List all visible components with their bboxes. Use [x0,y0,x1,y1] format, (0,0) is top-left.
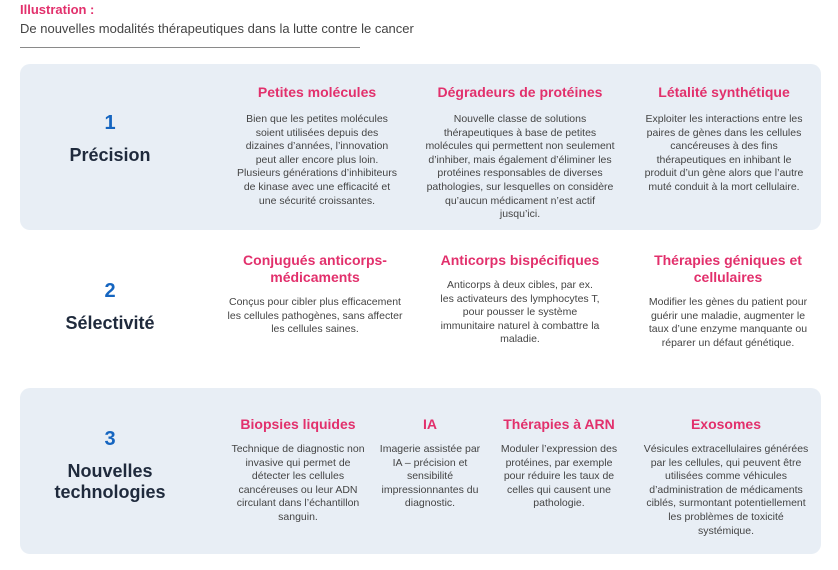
item-biopsies-liquides [228,416,368,525]
item-title: Létalité synthétique [658,84,790,100]
item-description: Exploiter les interactions entre les paires de gènes dans les cellules cancéreuses à des fins thérapeutiques en inhibant le produit d’un gène alors que l’autre muté conduit à la mort cellulaire. [644,113,804,193]
item-title: Anticorps bispécifiques [440,252,600,268]
page-title: De nouvelles modalités thérapeutiques dans la lutte contre le cancer [20,21,414,36]
row-heading [20,112,200,166]
row-selectivite [20,232,821,384]
row-heading [20,428,200,503]
row-number: 1 [104,112,116,134]
item-anticorps-bispecifiques [440,252,600,347]
item-description: Imagerie assistée par IA – précision et sensibilité impressionnantes du diagnostic. [379,443,481,510]
item-description: Bien que les petites molécules soient utilisées depuis des dizaines d’années, l’innovation peut aller encore plus loin. Plusieurs générations d’inhibiteurs de kinase avec une efficacité et une sécurité croissantes. [237,113,397,207]
row-name: Sélectivité [65,313,155,333]
item-title: Thérapies géniques et cellulaires [654,252,802,285]
item-ia [378,416,482,511]
item-conjugues-anticorps [225,252,405,337]
item-title: Biopsies liquides [240,416,356,432]
row-number: 3 [104,428,116,450]
item-title: Petites molécules [257,84,377,100]
item-title: Thérapies à ARN [503,416,615,432]
row-number: 2 [104,280,116,302]
item-letalite-synthetique [642,84,806,195]
row-precision [20,64,821,230]
header-divider [20,47,360,48]
item-description: Modifier les gènes du patient pour guérir une maladie, augmenter le taux d’une enzyme manquante ou réparer un défaut génétique. [648,296,808,349]
item-therapies-arn [494,416,624,511]
item-title: Dégradeurs de protéines [437,84,603,100]
item-description: Technique de diagnostic non invasive qui permet de détecter les cellules cancéreuses ou leur ADN circulant dans l’échantillon sanguin. [231,443,365,523]
item-degradeurs-proteines [425,84,615,222]
item-exosomes [640,416,812,538]
item-therapies-geniques [648,252,808,350]
item-description: Conçus pour cibler plus efficacement les cellules pathogènes, sans affecter les cellules saines. [227,296,403,336]
row-name: Précision [69,145,151,165]
item-description: Moduler l’expression des protéines, par exemple pour réduire les taux de celles qui causent une pathologie. [500,443,618,510]
item-title: Conjugués anticorps-médicaments [243,252,387,285]
item-description: Nouvelle classe de solutions thérapeutiques à base de petites molécules qui permettent non seulement d’inhiber, mais également d’éliminer les protéines responsables de diverses pathologies, sur lesquelles on considère qu’aucun médicament n’est actif jusqu’ici. [425,113,615,221]
item-title: Exosomes [690,416,762,432]
item-petites-molecules [235,84,399,208]
header-label: Illustration : [20,2,95,17]
row-name: Nouvelles technologies [54,461,166,502]
item-description: Vésicules extracellulaires générées par les cellules, qui peuvent être utilisées comme véhicules d’administration de médicaments ciblés, surmontant potentiellement les problèmes de toxicité systémique. [643,443,809,537]
row-nouvelles-technologies [20,388,821,554]
row-heading [20,280,200,334]
item-title: IA [423,416,437,432]
item-description: Anticorps à deux cibles, par ex. les activateurs des lymphocytes T, pour pousser le système immunitaire naturel à combattre la maladie. [440,279,600,346]
